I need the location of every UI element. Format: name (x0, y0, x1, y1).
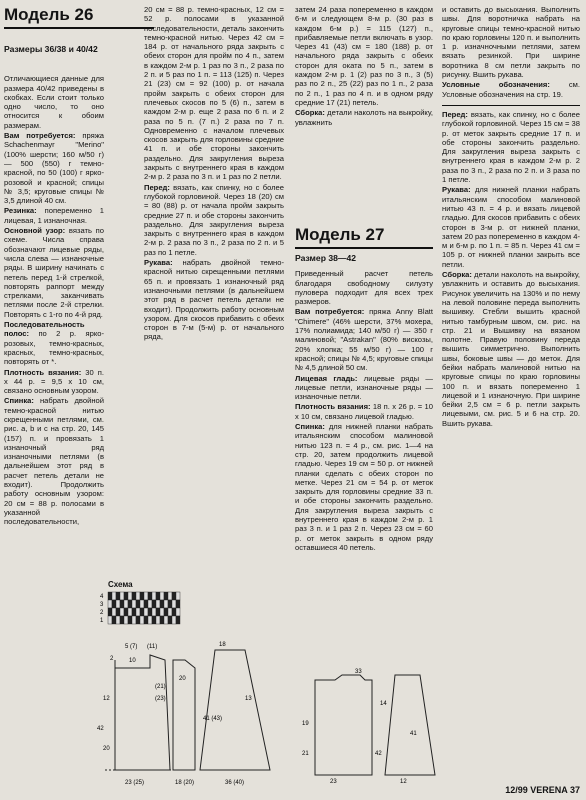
page-footer: 12/99 VERENA 37 (505, 785, 580, 795)
chart-cell (152, 608, 156, 616)
chart-cell (128, 592, 132, 600)
chart-cell (172, 600, 176, 608)
chart-cell (124, 592, 128, 600)
model27-gauge: Плотность вязания: 18 п. х 26 р. = 10 х 10 см, связано лицевой гладью. (295, 402, 433, 421)
chart-cell (108, 608, 112, 616)
model26-assembly-b: и оставить до высыхания. Выполнить швы. Для воротничка набрать на круговые спицы темно-красной нитью по краю горловины 120 п. и выполнить 1 р. изначночными петлями, затем вязать резинкой. При ширине воротника 8 см петли закрыть по рисунку. Вшить рукава. (442, 5, 580, 80)
model27-col3 (295, 225, 433, 553)
model26-front: Перед: вязать, как спинку, но с более глубокой горловиной. Через 18 (20) см = 80 (88) р. от начала пройм закрыть средние 27 п. и обе стороны закончить раздельно. Для закругления выреза закрыть с внутреннего края в каждом 2-м р. 2 раза по 3 п., 2 раза по 2 п. и 5 раз по 1 петле. (144, 182, 284, 257)
chart-cell (128, 608, 132, 616)
chart-cell (132, 616, 136, 624)
chart-cell (148, 616, 152, 624)
chart-cell (116, 592, 120, 600)
chart-cell (140, 592, 144, 600)
chart-cell (120, 592, 124, 600)
chart-cell (176, 616, 180, 624)
model27-col4 (442, 5, 580, 429)
dim-g: 18 (219, 642, 226, 648)
chart-cell (144, 616, 148, 624)
chart-cell (164, 616, 168, 624)
model26-title: Модель 26 (4, 5, 154, 29)
chart-cell (148, 600, 152, 608)
chart-cell (144, 608, 148, 616)
chart-cell (136, 592, 140, 600)
chart-cell (112, 608, 116, 616)
chart-cell (124, 600, 128, 608)
chart-cell (164, 592, 168, 600)
chart-cell (172, 608, 176, 616)
model27-pattern-diagram (300, 665, 440, 785)
chart-cell (108, 600, 112, 608)
chart-cell (172, 592, 176, 600)
chart-cell (116, 608, 120, 616)
dim-a: 5 (7) (125, 644, 138, 650)
model26-gauge: Плотность вязания: 30 п. х 44 р. = 9,5 х 10 см, связано основным узором. (4, 367, 105, 396)
sleeve-outline (200, 650, 270, 770)
row-label-3: 3 (100, 602, 104, 608)
chart-cell (156, 592, 160, 600)
m27-dim-d: 42 (375, 751, 382, 757)
chart-cell (128, 616, 132, 624)
model26-assembly-a: Сборка: детали наколоть на выкройку, увлажнить (295, 108, 433, 127)
model26-rib: Резинка: попеременно 1 лицевая, 1 изнаночная. (4, 206, 104, 225)
chart-cell (132, 592, 136, 600)
chart-cell (160, 616, 164, 624)
chart-cell (128, 600, 132, 608)
chart-cell (116, 600, 120, 608)
model26-back-b: 20 см = 88 р. темно-красных, 12 см = 52 р. полосами в указанной последовательности, деталь закончить темно-красной нитью. Через 42 см = 184 р. от начального ряда закрыть с обеих сторон для пройм по 4 п., затем в каждом 2-м р. 1 раз по 3 п., 2 раза по 2 п. и 5 раз по 1 п. = 113 (125) п. Через 21 (23) см = 92 (100) р. от начала пройм закрыть с обеих сторон для плечевых скосов по 5 (6) п., затем в каждом 2-м р. еще 2 раза по 6 п. и 2 раза по 5 п. (7 п.) 2 раза по 7 п. Одновременно с началом плечевых скосов закрыть для горловины средние 41 п. и обе стороны закончить раздельно. Для закругления выреза закрыть с внутреннего края в каждом 2-м р. 2 раза по 3 п. и 1 раз по 2 петли. (144, 5, 284, 182)
model26-col2 (144, 5, 284, 343)
chart-cell (112, 616, 116, 624)
model27-assembly: Сборка: детали наколоть на выкройку, увлажнить и оставить до высыхания. Рисунок увеличить на 130% и по нему на левой половине переда выполнить вышивку. Стебли вышить красной нитью тамбурным швом, см. рис. на стр. 21 и Вышивку на вязаном полотне. Правую половину переда вышить симметрично. Выполнить швы, боковые швы — до меток. Для бейки набрать малиновой нитью на круговые спицы по краю горловины 100 п. и вязать попеременно 1 лицевой и 1 изнаночную. При ширине бейки 2,5 см = 6 р. петли закрыть лицевыми, см. рис. 5 и 6 на стр. 20. Вшить рукава. (442, 270, 580, 428)
dim-i: 23 (25) (125, 780, 145, 786)
model26-col3 (295, 5, 433, 128)
chart-cell (160, 592, 164, 600)
chart-cell (176, 592, 180, 600)
chart-cell (144, 592, 148, 600)
chart-cell (164, 608, 168, 616)
model26-sleeve-a: Рукава: набрать двойной темно-красной нитью скрещенными петлями 65 п. и провязать 1 изнаночный ряд изнаночными петлями (в дальнейшем этот ряд в расчет петель детали не входит). Продолжить работу основным узором. Для скосов прибавить с обеих сторон в 7-м (5-м) р. от начального ряда, (144, 258, 284, 342)
chart-cell (112, 600, 116, 608)
model27-title: Модель 27 (295, 225, 433, 249)
chart-cell (112, 592, 116, 600)
chart-cell (172, 616, 176, 624)
divider (442, 105, 580, 106)
chart-cell (140, 608, 144, 616)
model27-back: Спинка: для нижней планки набрать итальянским способом малиновой нитью 123 п. = 4 р., см. рис. 1—4 на стр. 20, затем продолжить лицевой гладью. Через 19 см = 50 р. от нижней планки сделать с обеих сторон по метке. Через 21 см = 54 р. от меток закрыть для горловины средние 33 п. и обе стороны закончить раздельно. Для закругления выреза закрыть с внутреннего края в каждом 2-м р. 1 раз 3 п. и 1 раз 2 п. Через 23 см = 60 р. от меток закрыть в одном ряду оставшиеся 40 петель. (295, 422, 433, 552)
model27-body-outline (315, 675, 372, 775)
chart-cell (136, 600, 140, 608)
dim-m: 36 (40) (225, 780, 245, 786)
dim-p: 20 (179, 676, 186, 682)
chart-cell (120, 616, 124, 624)
dim-b: (11) (147, 644, 158, 650)
model26-main: Основной узор: вязать по схеме. Числа справа обозначают лицевые ряды, числа слева — изнаночные ряды. В ширину начинать с петель перед 1-й стрелкой, повторять раппорт между стрелками, заканчивать петлями после 2-й стрелки. Повторять с 1-го по 4-й ряд. (4, 226, 104, 319)
model26-legend: Условные обозначения: см. Условные обозначения на стр. 19. (442, 80, 580, 99)
chart-cell (156, 600, 160, 608)
chart-cell (168, 608, 172, 616)
model26-back-a: Спинка: набрать двойной темно-красной нитью скрещенными петлями, см. рис. a, b и c на стр. 20, 145 (157) п. и провязать 1 изнаночный ряд изнаночными петлями (в дальнейшем этот ряд в расчет петель детали не входит). Продолжить работу основным узором: 20 см = 88 р. полосами в указанной последовательности, (4, 396, 104, 527)
dim-d: 2 (110, 656, 114, 662)
chart-cell (156, 616, 160, 624)
model27-sleeve-outline (385, 675, 435, 775)
knit-chart-grid (108, 592, 180, 624)
chart-cell (120, 608, 124, 616)
chart-cell (160, 600, 164, 608)
dim-j: 18 (20) (175, 780, 195, 786)
dim-l: 41 (43) (203, 716, 223, 722)
model27-face: Лицевая гладь: лицевые ряды — лицевые петли, изнаночные ряды — изнаночные петли. (295, 373, 434, 402)
m27-dim-g: 41 (410, 731, 417, 737)
chart-cell (148, 608, 152, 616)
chart-cell (160, 608, 164, 616)
chart-cell (136, 608, 140, 616)
chart-cell (108, 616, 112, 624)
chart-cell (176, 608, 180, 616)
model26-intro: Отличающиеся данные для размера 40/42 приведены в скобках. Если стоит только одно число, то оно относится к обоим размерам. (4, 74, 104, 130)
chart-cell (124, 608, 128, 616)
model27-sleeve: Рукава: для нижней планки набрать итальянским способом малиновой нитью 43 п. = 4 р. и вязать лицевой гладью. Для скосов прибавить с обеих сторон в 3-м р. от нижней планки, затем 20 раз попеременно в каждом 4-м и 6-м р. по 1 п. = 85 п. Через 41 см = 105 р. от нижней планки закрыть все петли. (442, 185, 580, 269)
row-label-4: 4 (100, 594, 104, 600)
knit-chart (96, 590, 186, 632)
m27-dim-c: 21 (302, 751, 309, 757)
model27-front: Перед: вязать, как спинку, но с более глубокой горловиной. Через 15 см = 38 р. от меток закрыть средние 17 п. и обе стороны закончить раздельно. Для закругления выреза закрыть с внутреннего края в каждом 2-м р. 2 раза по 3 п., 2 раза по 2 п. и 3 раза по 1 петле. (442, 109, 580, 185)
chart-cell (116, 616, 120, 624)
back-piece-outline (115, 655, 170, 770)
chart-cell (168, 616, 172, 624)
model27-intro: Приведенный расчет петель благодаря свободному силуэту пуловера подходит для всех трех размеров. (295, 269, 433, 307)
dim-n: 20 (103, 746, 110, 752)
model27-sizes: Размер 38—42 (295, 253, 357, 263)
model26-pattern-diagram (95, 640, 285, 790)
chart-cell (136, 616, 140, 624)
m27-dim-e: 23 (330, 779, 337, 785)
chart-cell (152, 616, 156, 624)
model26-col1 (4, 5, 104, 528)
model26-seq: Последовательность полос: по 2 р. ярко-розовых, темно-красных, красных, темно-красных, повторять от *. (4, 320, 104, 367)
m27-dim-h: 12 (400, 779, 407, 785)
chart-cell (164, 600, 168, 608)
dim-c: 10 (129, 658, 136, 664)
row-label-1: 1 (100, 618, 104, 624)
m27-dim-f: 33 (355, 669, 362, 675)
dim-e: (21) (155, 684, 166, 690)
chart-cell (120, 600, 124, 608)
chart-cell (148, 592, 152, 600)
model26-sleeve-b: затем 24 раза попеременно в каждом 6-м и следующем 8-м р. (30 раз в каждом 6-м р.) = 115 (127) п., прибавляемые петли включать в узор. Через 41 (43) см = 180 (188) р. от начального ряда закрыть с обеих сторон для оката по 5 п., затем в каждом 2-м р. 1 (2) раз по 3 п., 3 (5) раз по 2 п., 25 (22) раз по 1 п., 2 раза по 2 п., 1 раз по 4 п. и в одном ряду средние 17 (21) петель. (295, 5, 433, 107)
chart-cell (108, 592, 112, 600)
dim-f: (23) (155, 696, 166, 702)
m27-dim-b: 14 (380, 701, 387, 707)
chart-cell (168, 592, 172, 600)
chart-cell (132, 608, 136, 616)
chart-cell (168, 600, 172, 608)
chart-cell (152, 600, 156, 608)
chart-cell (140, 616, 144, 624)
chart-cell (156, 608, 160, 616)
model27-materials: Вам потребуется: пряжа Anny Blatt "Chimere" (46% шерсти, 37% мохера, 17% полиамида; 140 м/50 г) — 350 г малиновой; "Astrakan" (80% вискозы, 20% хлопка; 55 м/50 г) — 100 г красной; спицы № 4,5; круговые спицы № 4,5 длиной 50 см. (295, 307, 434, 373)
chart-cell (152, 592, 156, 600)
chart-cell (132, 600, 136, 608)
m27-dim-a: 19 (302, 721, 309, 727)
dim-o: 12 (103, 696, 110, 702)
row-label-2: 2 (100, 610, 104, 616)
model26-materials: Вам потребуется: пряжа Schachenmayr "Merino" (100% шерсти; 160 м/50 г) — 500 (550) г темно-красной, по 50 (100) г ярко-розовой и красной; спицы № 3,5; круговые спицы № 3,5 длиной 40 см. (4, 131, 104, 206)
chart-cell (124, 616, 128, 624)
chart-cell (144, 600, 148, 608)
dim-h: 42 (97, 726, 104, 732)
chart-cell (176, 600, 180, 608)
model26-sizes: Размеры 36/38 и 40/42 (4, 44, 98, 54)
chart-cell (140, 600, 144, 608)
dim-k: 13 (245, 696, 252, 702)
schema-title: Схема (108, 580, 133, 589)
